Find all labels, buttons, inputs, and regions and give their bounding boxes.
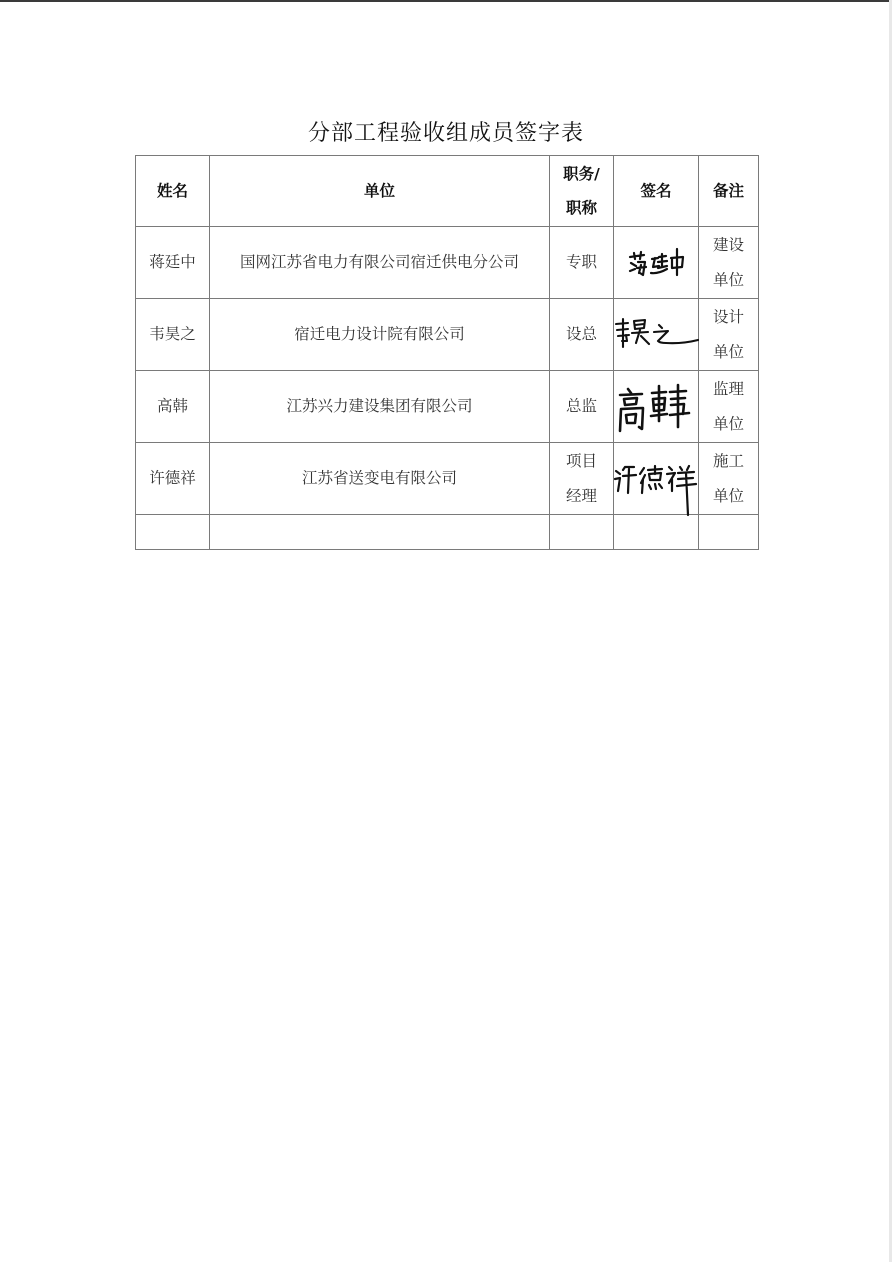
cell-unit: 宿迁电力设计院有限公司: [210, 299, 550, 371]
cell-empty: [550, 515, 614, 550]
cell-position: [550, 443, 614, 515]
header-position: [550, 156, 614, 227]
table-row-empty: [136, 515, 759, 550]
cell-position: 总监: [550, 371, 614, 443]
cell-unit: 国网江苏省电力有限公司宿迁供电分公司: [210, 227, 550, 299]
header-unit: 单位: [210, 156, 550, 227]
table-row: [136, 227, 759, 299]
cell-remarks-label: 建设单位: [712, 235, 744, 289]
table-row: [136, 443, 759, 515]
cell-signature: [614, 227, 699, 299]
cell-remarks: [699, 299, 759, 371]
cell-remarks: [699, 227, 759, 299]
cell-signature: [614, 299, 699, 371]
cell-remarks-label: 施工单位: [712, 451, 744, 505]
handwritten-signature: [614, 371, 699, 442]
table-header-row: [136, 156, 759, 227]
cell-empty: [699, 515, 759, 550]
handwritten-signature: [614, 299, 699, 370]
cell-empty: [614, 515, 699, 550]
cell-empty: [210, 515, 550, 550]
header-name: 姓名: [136, 156, 210, 227]
cell-unit: 江苏省送变电有限公司: [210, 443, 550, 515]
header-signature: 签名: [614, 156, 699, 227]
cell-position: 设总: [550, 299, 614, 371]
table-row: [136, 299, 759, 371]
header-remarks: 备注: [699, 156, 759, 227]
cell-position-label: 项目经理: [565, 451, 597, 505]
cell-position: 专职: [550, 227, 614, 299]
cell-name: 许德祥: [136, 443, 210, 515]
handwritten-signature: [614, 227, 699, 298]
signature-table: [135, 155, 759, 550]
handwritten-signature: [614, 443, 699, 514]
cell-empty: [136, 515, 210, 550]
cell-unit: 江苏兴力建设集团有限公司: [210, 371, 550, 443]
cell-name: 高韩: [136, 371, 210, 443]
header-position-label: 职务/职称: [563, 164, 600, 217]
cell-signature: [614, 443, 699, 515]
cell-name: 韦昊之: [136, 299, 210, 371]
cell-remarks: [699, 371, 759, 443]
cell-remarks: [699, 443, 759, 515]
table-row: [136, 371, 759, 443]
cell-remarks-label: 设计单位: [712, 307, 744, 361]
document-title: 分部工程验收组成员签字表: [307, 121, 584, 146]
top-border-line: [0, 0, 892, 2]
cell-signature: [614, 371, 699, 443]
cell-name: 蒋廷中: [136, 227, 210, 299]
cell-remarks-label: 监理单位: [712, 379, 744, 433]
